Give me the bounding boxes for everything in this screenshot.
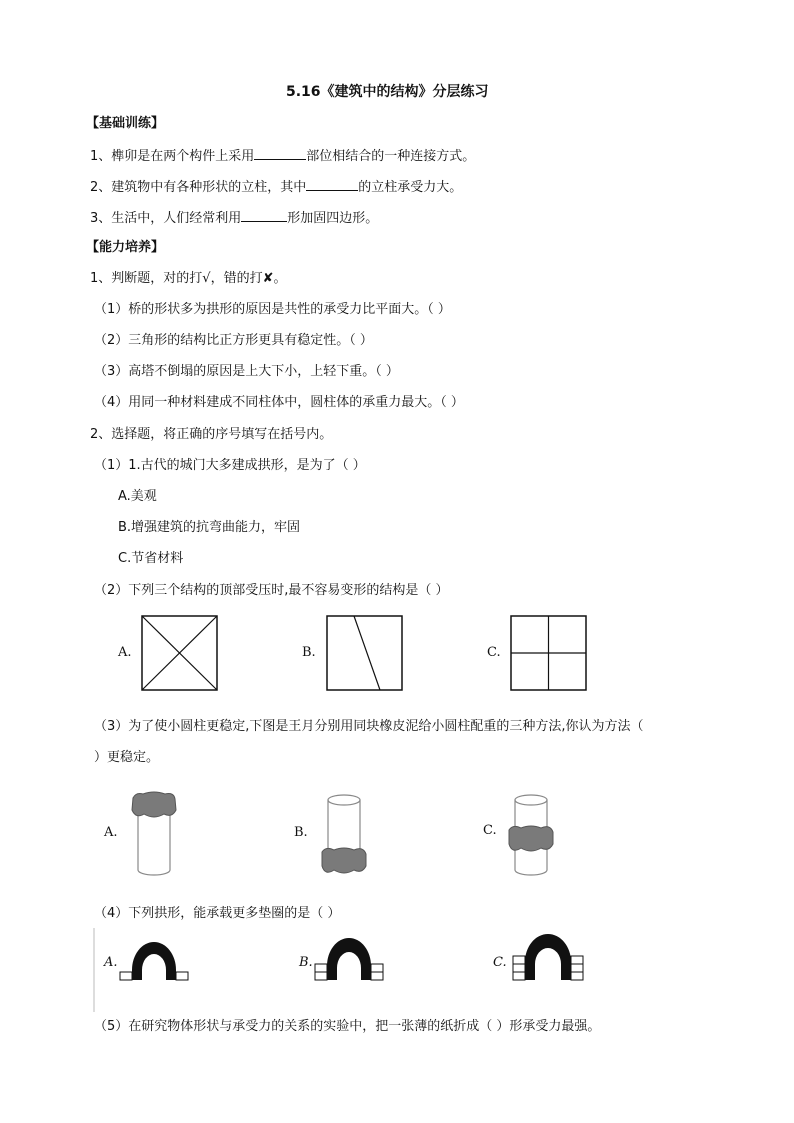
- choice-q5-stem: （5）在研究物体形状与承受力的关系的实验中，把一张薄的纸折成（ ）形承受力最强。: [94, 1019, 601, 1034]
- arch-figure-a[interactable]: [118, 936, 190, 984]
- page-title: 5.16《建筑中的结构》分层练习: [286, 84, 489, 100]
- cross-mark-icon: ✘: [262, 271, 274, 286]
- cylinder-clay-top-figure[interactable]: [128, 788, 180, 878]
- check-mark-icon: √: [202, 271, 211, 286]
- option-label-a: A.: [118, 645, 132, 660]
- option-label-b: B.: [294, 825, 308, 840]
- choice-intro: 2、选择题，将正确的序号填写在括号内。: [90, 427, 333, 442]
- choice-q3-stem-line2: ）更稳定。: [94, 750, 160, 765]
- option-label-a: A.: [104, 825, 118, 840]
- option-label-c: C.: [493, 955, 507, 970]
- option-label-c: C.: [487, 645, 501, 660]
- cylinder-clay-bottom-figure[interactable]: [318, 792, 370, 882]
- choice-q1-option-b[interactable]: B.增强建筑的抗弯曲能力，牢固: [118, 520, 301, 535]
- option-label-c: C.: [483, 823, 497, 838]
- option-label-b: B.: [302, 645, 316, 660]
- option-label-b: B.: [299, 955, 313, 970]
- choice-q4-stem: （4）下列拱形，能承载更多垫圈的是（ ）: [94, 906, 341, 921]
- judge-item: （3）高塔不倒塌的原因是上大下小，上轻下重。（ ）: [94, 364, 399, 379]
- choice-q1-stem: （1）1.古代的城门大多建成拱形，是为了（ ）: [94, 458, 366, 473]
- judge-intro-text: 1、判断题，对的打: [90, 271, 203, 286]
- section-heading-basic: 【基础训练】: [86, 116, 165, 131]
- option-label-a: A.: [104, 955, 118, 970]
- question-text: 1、榫卯是在两个构件上采用: [90, 149, 255, 164]
- judge-item: （2）三角形的结构比正方形更具有稳定性。（ ）: [94, 333, 373, 348]
- choice-q1-option-a[interactable]: A.美观: [118, 489, 157, 504]
- choice-q1-option-c[interactable]: C.节省材料: [118, 551, 184, 566]
- answer-blank[interactable]: [306, 178, 358, 191]
- section-heading-ability: 【能力培养】: [86, 240, 165, 255]
- judge-intro: [90, 271, 287, 287]
- question-text: 2、建筑物中有各种形状的立柱，其中: [90, 180, 307, 195]
- judge-intro-text: 。: [273, 271, 287, 286]
- question-text: 形加固四边形。: [287, 211, 379, 226]
- judge-intro-text: ，错的打: [210, 271, 263, 286]
- question-text: 的立柱承受力大。: [358, 180, 463, 195]
- question-1-1: [90, 147, 475, 165]
- judge-item: （4）用同一种材料建成不同柱体中，圆柱体的承重力最大。（ ）: [94, 395, 464, 410]
- cylinder-clay-middle-figure[interactable]: [505, 790, 557, 880]
- question-1-3: [90, 209, 378, 227]
- judge-item: （1）桥的形状多为拱形的原因是共性的承受力比平面大。（ ）: [94, 302, 451, 317]
- square-with-slant-line-figure[interactable]: [326, 615, 403, 691]
- answer-blank[interactable]: [254, 147, 306, 160]
- margin-rule-line: [92, 928, 96, 1012]
- question-text: 部位相结合的一种连接方式。: [306, 149, 476, 164]
- question-text: 3、生活中，人们经常利用: [90, 211, 242, 226]
- square-with-diagonals-figure[interactable]: [141, 615, 218, 691]
- answer-blank[interactable]: [241, 209, 287, 222]
- choice-q3-stem-line1: （3）为了使小圆柱更稳定,下图是王月分别用同块橡皮泥给小圆柱配重的三种方法,你认为方法（: [94, 719, 644, 734]
- question-1-2: [90, 178, 462, 196]
- square-with-cross-figure[interactable]: [510, 615, 587, 691]
- arch-figure-c[interactable]: [510, 932, 586, 984]
- arch-figure-b[interactable]: [313, 936, 385, 984]
- choice-q2-stem: （2）下列三个结构的顶部受压时,最不容易变形的结构是（ ）: [94, 583, 449, 598]
